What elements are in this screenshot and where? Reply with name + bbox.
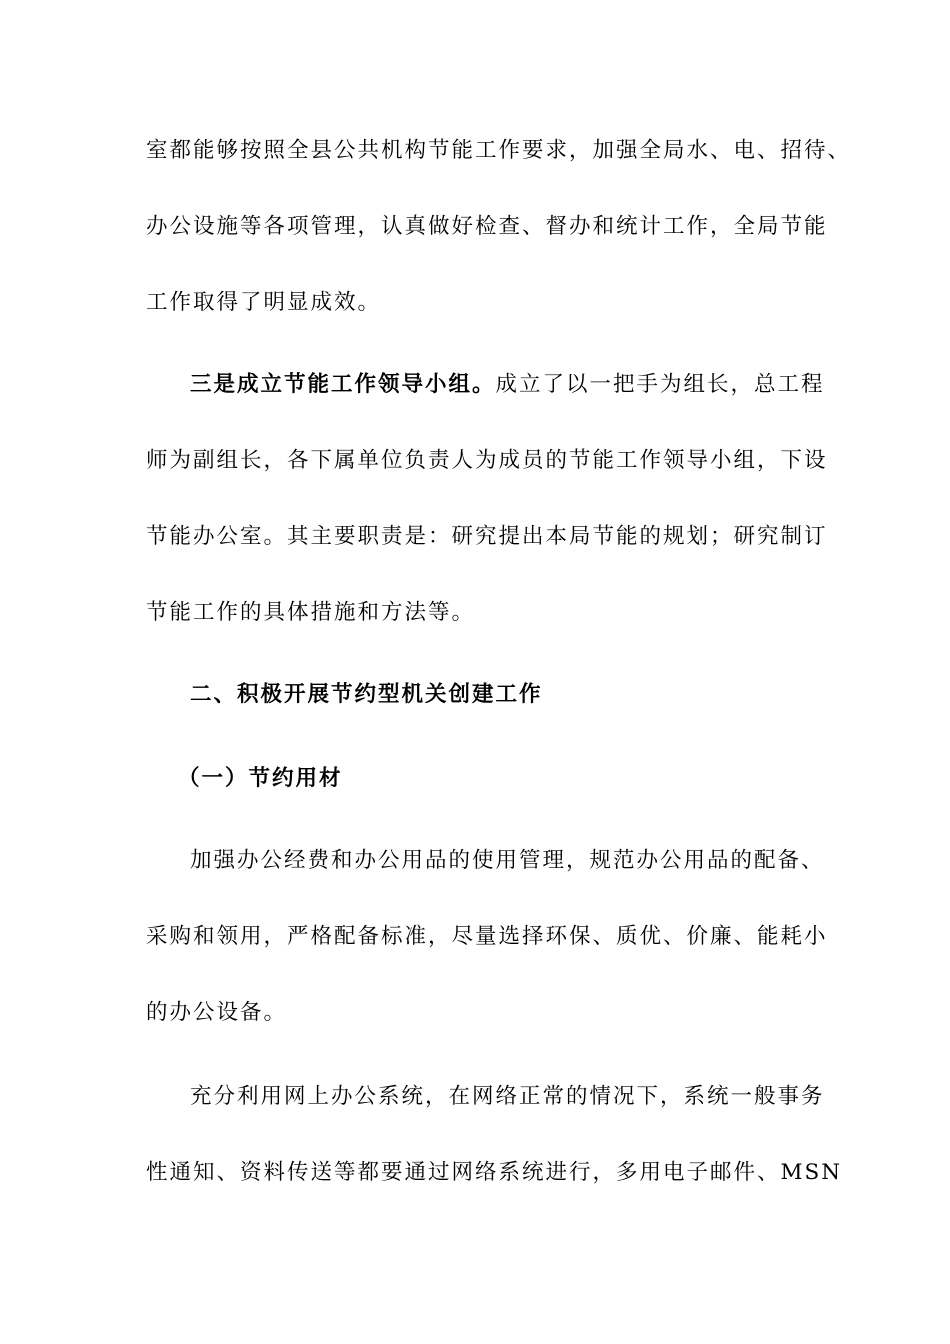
section-heading: 二、积极开展节约型机关创建工作	[190, 682, 543, 707]
paragraph-line: 办公设施等各项管理，认真做好检查、督办和统计工作，全局节能	[146, 214, 828, 239]
paragraph-line: 性通知、资料传送等都要通过网络系统进行，多用电子邮件、MSN	[146, 1160, 843, 1185]
paragraph-line: 采购和领用，严格配备标准，尽量选择环保、质优、价廉、能耗小	[146, 924, 828, 949]
paragraph-text: 成立了以一把手为组长，总工程	[495, 372, 825, 397]
paragraph-lead-bold: 三是成立节能工作领导小组。	[190, 372, 496, 397]
subsection-heading: （一）节约用材	[178, 766, 343, 791]
paragraph-line: 师为副组长，各下属单位负责人为成员的节能工作领导小组，下设	[146, 448, 828, 473]
paragraph-line: 加强办公经费和办公用品的使用管理，规范办公用品的配备、	[190, 848, 825, 873]
paragraph-line: 节能工作的具体措施和方法等。	[146, 600, 476, 625]
paragraph-line: 工作取得了明显成效。	[146, 290, 382, 315]
paragraph-line: 节能办公室。其主要职责是：研究提出本局节能的规划；研究制订	[146, 524, 828, 549]
paragraph-line: 充分利用网上办公系统，在网络正常的情况下，系统一般事务	[190, 1084, 825, 1109]
paragraph-line: 室都能够按照全县公共机构节能工作要求，加强全局水、电、招待、	[146, 138, 852, 163]
paragraph-line	[190, 370, 825, 400]
paragraph-line: 的办公设备。	[146, 1000, 288, 1025]
